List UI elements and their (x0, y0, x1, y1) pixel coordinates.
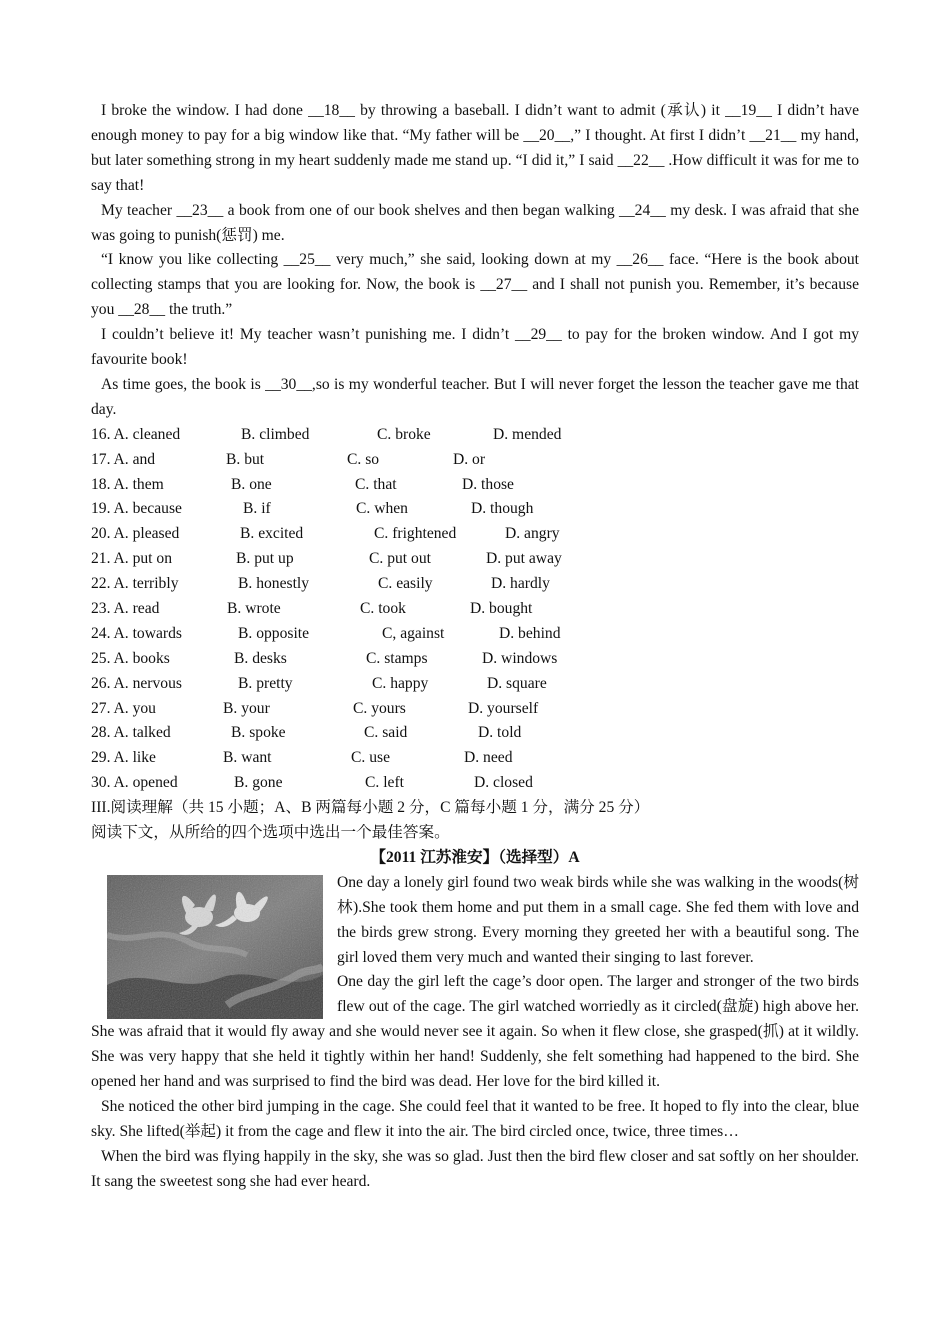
option-a: 29. A. like (91, 749, 156, 767)
option-c: C. easily (378, 575, 433, 593)
option-d: D. angry (505, 525, 560, 543)
option-row (91, 721, 859, 746)
option-b: B. pretty (238, 674, 293, 692)
section-heading: III.阅读理解（共 15 小题；A、B 两篇每小题 2 分，C 篇每小题 1 分，满分 25 分） (91, 799, 650, 817)
option-b: B. spoke (231, 724, 286, 742)
option-c: C. said (364, 724, 408, 742)
option-a: 19. A. because (91, 500, 182, 518)
option-d: D. bought (470, 600, 533, 618)
option-c: C. happy (372, 674, 429, 692)
option-a: 20. A. pleased (91, 525, 180, 543)
birds-photo-icon (107, 875, 323, 1019)
option-b: B. wrote (227, 600, 281, 618)
cloze-paragraph: As time goes, the book is __30__,so is my wonderful teacher. But I will never forget the lesson the teacher gave me that day. (91, 375, 859, 418)
option-d: D. mended (493, 425, 562, 443)
option-c: C. took (360, 600, 406, 618)
option-b: B. opposite (238, 624, 310, 642)
option-row (91, 522, 859, 547)
option-d: D. closed (474, 774, 533, 792)
option-d: D. hardly (491, 575, 550, 593)
option-b: B. your (223, 699, 270, 717)
option-a: 16. A. cleaned (91, 425, 181, 443)
option-c: C, against (382, 624, 445, 642)
passage-title: 【2011 江苏淮安】（选择型）A (370, 848, 580, 866)
answer-options (91, 423, 859, 796)
option-a: 30. A. opened (91, 774, 178, 792)
option-c: C. put out (369, 550, 431, 568)
option-a: 22. A. terribly (91, 575, 179, 593)
option-b: B. gone (234, 774, 283, 792)
option-d: D. those (462, 475, 514, 493)
option-a: 21. A. put on (91, 550, 173, 568)
option-row (91, 647, 859, 672)
option-row (91, 672, 859, 697)
option-a: 24. A. towards (91, 624, 182, 642)
option-d: D. yourself (468, 699, 539, 717)
option-a: 27. A. you (91, 699, 156, 717)
option-a: 25. A. books (91, 649, 170, 667)
reading-paragraph: When the bird was flying happily in the sky, she was so glad. Just then the bird flew closer and sat softly on her shoulder. It sang the sweetest song she had ever heard. (91, 1147, 859, 1190)
option-c: C. yours (353, 699, 406, 717)
section-instruction: 阅读下文，从所给的四个选项中选出一个最佳答案。 (91, 824, 450, 842)
reading-passage (91, 871, 859, 1195)
option-a: 17. A. and (91, 450, 156, 468)
option-d: D. or (453, 450, 486, 468)
cloze-paragraph: My teacher __23__ a book from one of our book shelves and then began walking __24__ my desk. I was afraid that she was going to punish(惩罚) me. (91, 201, 859, 244)
option-d: D. square (487, 674, 547, 692)
reading-paragraph: She noticed the other bird jumping in the cage. She could feel that it wanted to be free. It hoped to fly into the clear, blue sky. She lifted(举起) it from the cage and flew it into the air. The bird circled once, twice, three times… (91, 1097, 859, 1140)
option-d: D. need (464, 749, 513, 767)
option-c: C. frightened (374, 525, 457, 543)
option-b: B. want (223, 749, 272, 767)
cloze-passage (91, 99, 859, 423)
option-a: 26. A. nervous (91, 674, 182, 692)
option-c: C. broke (377, 425, 431, 443)
option-c: C. so (347, 450, 380, 468)
option-row (91, 746, 859, 771)
document-page (91, 99, 859, 1195)
cloze-paragraph: I couldn’t believe it! My teacher wasn’t punishing me. I didn’t __29__ to pay for the broken window. And I got my favourite book! (91, 326, 859, 369)
option-d: D. windows (482, 649, 558, 667)
option-b: B. excited (240, 525, 304, 543)
option-a: 23. A. read (91, 600, 160, 618)
option-d: D. told (478, 724, 522, 742)
option-d: D. behind (499, 624, 561, 642)
option-row (91, 572, 859, 597)
option-row (91, 448, 859, 473)
reading-paragraph: One day a lonely girl found two weak birds while she was walking in the woods(树林).She took them home and put them in a small cage. She fed them with love and the birds grew strong. Every morning they greeted her with a beautiful song. The girl loved them very much and wanted their singing to last forever. (337, 873, 859, 966)
option-b: B. climbed (241, 425, 310, 443)
option-row (91, 597, 859, 622)
option-b: B. put up (236, 550, 294, 568)
option-b: B. desks (234, 649, 287, 667)
option-row (91, 622, 859, 647)
option-row (91, 423, 859, 448)
option-d: D. put away (486, 550, 562, 568)
option-b: B. honestly (238, 575, 310, 593)
option-row (91, 473, 859, 498)
option-c: C. left (365, 774, 404, 792)
option-c: C. that (355, 475, 397, 493)
cloze-paragraph: I broke the window. I had done __18__ by throwing a baseball. I didn’t want to admit (承认) it __19__ I didn’t have enough money to pay for a big window like that. “My father will be __20__,” I thought. At first I didn’t __21__ my hand, but later something strong in my heart suddenly made me stand up. “I did it,” I said __22__ .How difficult it was for me to say that! (91, 102, 859, 194)
option-row (91, 771, 859, 796)
reading-paragraph: One day the girl left the cage’s door open. The larger and stronger of the two birds flew out of the cage. The girl watched worriedly as it circled(盘旋) high above her. She was afraid that it would fly away and she would never see it again. So when it flew close, she grasped(抓) at it wildly. She was very happy that she held it tightly within her hand! Suddenly, she felt something had happened to the bird. She opened her hand and was surprised to find the bird was dead. Her love for the bird killed it. (91, 973, 859, 1091)
option-c: C. when (356, 500, 408, 518)
option-d: D. though (471, 500, 534, 518)
option-row (91, 497, 859, 522)
option-a: 28. A. talked (91, 724, 171, 742)
option-a: 18. A. them (91, 475, 164, 493)
option-row (91, 547, 859, 572)
option-b: B. one (231, 475, 272, 493)
option-c: C. use (351, 749, 390, 767)
option-b: B. but (226, 450, 265, 468)
option-b: B. if (243, 500, 271, 518)
option-c: C. stamps (366, 649, 428, 667)
option-row (91, 697, 859, 722)
cloze-paragraph: “I know you like collecting __25__ very much,” she said, looking down at my __26__ face. “Here is the book about collecting stamps that you are looking for. Now, the book is __27__ and I shall not punish you. Remember, it’s because you __28__ the truth.” (91, 251, 859, 319)
